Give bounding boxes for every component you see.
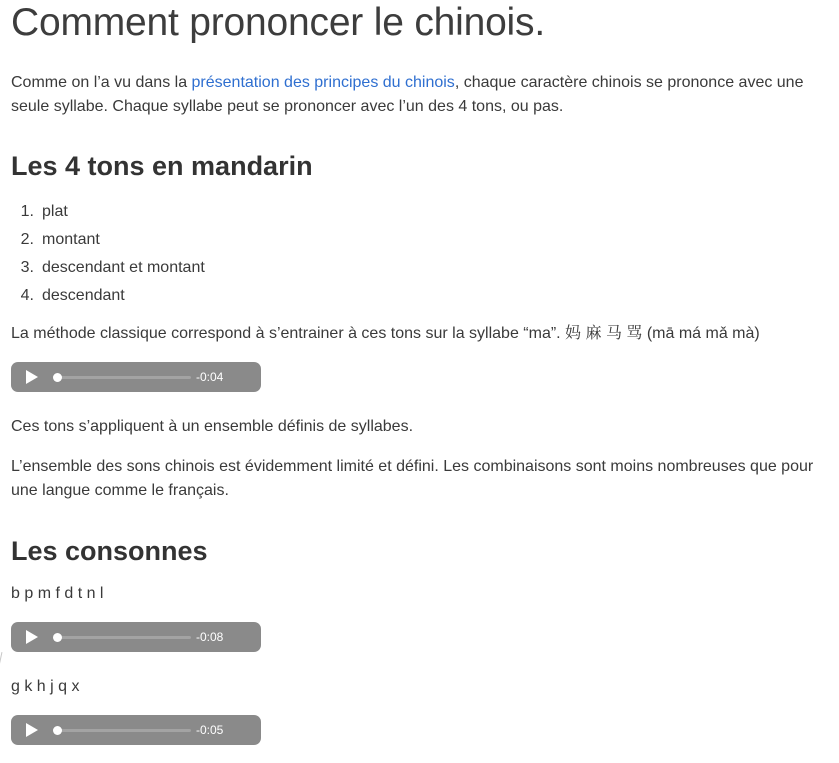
list-item-label: descendant <box>42 287 125 304</box>
audio-time-remaining: -0:04 <box>196 370 224 384</box>
audio-progress-track[interactable] <box>57 729 191 732</box>
audio-scrubber-handle[interactable] <box>53 633 62 642</box>
list-item <box>11 198 205 226</box>
list-item-label: plat <box>42 203 68 220</box>
margin-mark <box>0 652 2 666</box>
page-title: Comment prononcer le chinois. <box>11 1 545 44</box>
list-item <box>11 226 205 254</box>
consonants-group-1: b p m f d t n l <box>11 585 104 602</box>
list-item-number: 4. <box>20 287 34 304</box>
audio-scrubber-handle[interactable] <box>53 726 62 735</box>
tones-list <box>11 198 205 310</box>
play-icon[interactable] <box>26 723 38 737</box>
consonants-group-2: g k h j q x <box>11 678 80 695</box>
ensemble-paragraph: L’ensemble des sons chinois est évidemment limité et défini. Les combinaisons sont moins nombreuses que pour une langue comme le français. <box>11 458 814 499</box>
list-item-label: montant <box>42 231 100 248</box>
principles-link[interactable]: présentation des principes du chinois <box>191 74 455 91</box>
audio-progress-track[interactable] <box>57 376 191 379</box>
list-item-number: 2. <box>20 231 34 248</box>
list-item <box>11 282 205 310</box>
audio-player-consonants-2 <box>11 715 261 745</box>
audio-time-remaining: -0:05 <box>196 723 224 737</box>
list-item-number: 3. <box>20 259 34 276</box>
intro-paragraph <box>11 71 833 119</box>
list-item-label: descendant et montant <box>42 259 205 276</box>
audio-time-remaining: -0:08 <box>196 630 224 644</box>
intro-text-after: , chaque caractère chinois se prononce avec une seule syllabe. Chaque syllabe peut se prononcer avec l’un des 4 tons, ou pas. <box>11 74 804 115</box>
audio-player-consonants-1 <box>11 622 261 652</box>
list-item-number: 1. <box>20 203 34 220</box>
list-item <box>11 254 205 282</box>
audio-progress-track[interactable] <box>57 636 191 639</box>
play-icon[interactable] <box>26 370 38 384</box>
play-icon[interactable] <box>26 630 38 644</box>
tones-heading: Les 4 tons en mandarin <box>11 151 313 181</box>
intro-text-before: Comme on l’a vu dans la <box>11 74 192 91</box>
audio-scrubber-handle[interactable] <box>53 373 62 382</box>
method-paragraph: La méthode classique correspond à s’entrainer à ces tons sur la syllabe “ma”. 妈 麻 马 骂 (mā má mǎ mà) <box>11 325 760 342</box>
applies-paragraph: Ces tons s’appliquent à un ensemble définis de syllabes. <box>11 418 414 435</box>
audio-player-tones <box>11 362 261 392</box>
consonants-heading: Les consonnes <box>11 536 208 566</box>
